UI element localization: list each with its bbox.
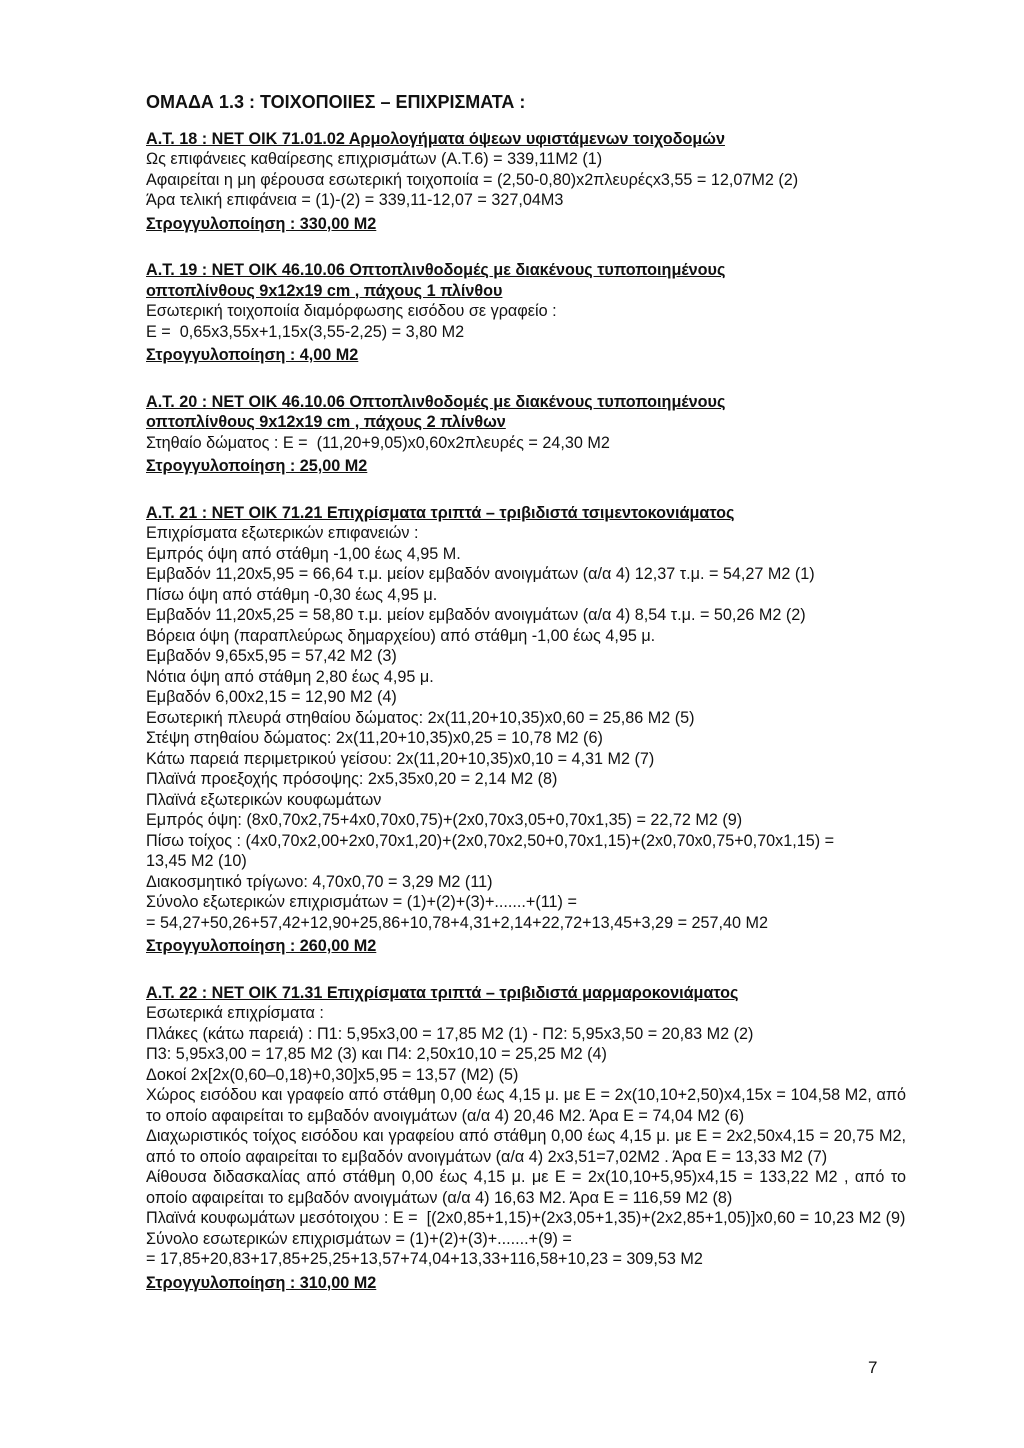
section-4: [146, 983, 911, 1294]
text-line: Π3: 5,95x3,00 = 17,85 Μ2 (3) και Π4: 2,50x10,10 = 25,25 Μ2 (4): [146, 1045, 607, 1063]
text-line: Πλαϊνά προεξοχής πρόσοψης: 2x5,35x0,20 = 2,14 Μ2 (8): [146, 770, 558, 788]
text-line: Εμβαδόν 11,20x5,25 = 58,80 τ.μ. μείον εμβαδόν ανοιγμάτων (α/α 4) 8,54 τ.μ. = 50,26 Μ2 (2): [146, 606, 806, 624]
text-line: Εμπρός όψη από στάθμη -1,00 έως 4,95 Μ.: [146, 544, 461, 563]
text-line: Διαχωριστικός τοίχος εισόδου και γραφείου από στάθμη 0,00 έως 4,15 μ. με Ε = 2x2,50x4,15 = 20,75 Μ2, από το οποίο αφαιρείται το εμβαδόν ανοιγμάτων (α/α 4) 2x3,51=7,02Μ2 . Άρα Ε = 13,33 Μ2 (7): [146, 1127, 911, 1166]
section-2: [146, 392, 906, 477]
text-line: Πίσω τοίχος : (4x0,70x2,00+2x0,70x1,20)+(2x0,70x2,50+0,70x1,15)+(2x0,70x0,75+0,70x1,15) =: [146, 831, 835, 850]
section-title: [146, 503, 906, 524]
text-line: Ως επιφάνειες καθαίρεσης επιχρισμάτων (Α.Τ.6) = 339,11Μ2 (1): [146, 150, 603, 168]
text-line: = 54,27+50,26+57,42+12,90+25,86+10,78+4,31+2,14+22,72+13,45+3,29 = 257,40 Μ2: [146, 913, 769, 932]
text-line: Εμβαδόν 11,20x5,95 = 66,64 τ.μ. μείον εμβαδόν ανοιγμάτων (α/α 4) 12,37 τ.μ. = 54,27 Μ2 (1): [146, 565, 815, 583]
sections-container: [146, 129, 911, 1294]
text-line: Εσωτερικά επιχρίσματα :: [146, 1004, 324, 1022]
text-line: Εμβαδόν 6,00x2,15 = 12,90 Μ2 (4): [146, 688, 397, 706]
section-title-text: Α.Τ. 18 : ΝΕΤ ΟΙΚ 71.01.02 Αρμολογήματα όψεων υφιστάμενων τοιχοδομών: [146, 129, 725, 148]
section-title: [146, 983, 906, 1004]
section-title: [146, 260, 906, 281]
rounding-result: Στρογγυλοποίηση : 310,00 Μ2: [146, 1273, 377, 1292]
rounding-result: Στρογγυλοποίηση : 4,00 Μ2: [146, 346, 359, 364]
text-line: Κάτω παρειά περιμετρικού γείσου: 2x(11,20+10,35)x0,10 = 4,31 Μ2 (7): [146, 749, 655, 768]
rounding-result: Στρογγυλοποίηση : 260,00 Μ2: [146, 937, 377, 955]
section-1: [146, 260, 906, 366]
text-line: Στηθαίο δώματος : Ε = (11,20+9,05)x0,60x2πλευρές = 24,30 Μ2: [146, 433, 610, 452]
document-page: [146, 92, 911, 1293]
text-line: Εσωτερική πλευρά στηθαίου δώματος: 2x(11,20+10,35)x0,60 = 25,86 Μ2 (5): [146, 708, 695, 727]
section-title: [146, 392, 906, 413]
rounding-result: Στρογγυλοποίηση : 25,00 Μ2: [146, 457, 368, 475]
text-line: Αφαιρείται η μη φέρουσα εσωτερική τοιχοποιία = (2,50-0,80)x2πλευρέςx3,55 = 12,07Μ2 (2): [146, 170, 799, 189]
text-line: Άρα τελική επιφάνεια = (1)-(2) = 339,11-12,07 = 327,04Μ3: [146, 191, 564, 209]
group-heading: ΟΜΑΔΑ 1.3 : ΤΟΙΧΟΠΟΙΙΕΣ – ΕΠΙΧΡΙΣΜΑΤΑ :: [146, 92, 526, 112]
text-line: Πίσω όψη από στάθμη -0,30 έως 4,95 μ.: [146, 585, 438, 604]
text-line: Δοκοί 2x[2x(0,60–0,18)+0,30]x5,95 = 13,57 (Μ2) (5): [146, 1065, 519, 1084]
text-line: Εμπρός όψη: (8x0,70x2,75+4x0,70x0,75)+(2x0,70x3,05+0,70x1,35) = 22,72 Μ2 (9): [146, 811, 743, 829]
text-line: Εσωτερική τοιχοποιία διαμόρφωσης εισόδου σε γραφείο :: [146, 302, 557, 320]
text-line: Πλαϊνά κουφωμάτων μεσότοιχου : Ε = [(2x0,85+1,15)+(2x3,05+1,35)+(2x2,85+1,05)]x0,60 = 10,23 Μ2 (9): [146, 1209, 906, 1227]
page-number: 7: [868, 1358, 878, 1377]
text-line: Αίθουσα διδασκαλίας από στάθμη 0,00 έως 4,15 μ. με Ε = 2x(10,10+5,95)x4,15 = 133,22 Μ2 , από το οποίο αφαιρείται το εμβαδόν ανοιγμάτων (α/α 4) 16,63 Μ2. Άρα Ε = 116,59 Μ2 (8): [146, 1168, 911, 1207]
text-line: Πλάκες (κάτω παρειά) : Π1: 5,95x3,00 = 17,85 Μ2 (1) - Π2: 5,95x3,50 = 20,83 Μ2 (2): [146, 1024, 754, 1043]
text-line: Στέψη στηθαίου δώματος: 2x(11,20+10,35)x0,25 = 10,78 Μ2 (6): [146, 729, 603, 747]
section-title-text: Α.Τ. 20 : ΝΕΤ ΟΙΚ 46.10.06 Οπτοπλινθοδομές με διακένους τυποποιημένους: [146, 392, 726, 411]
section-title-text: Α.Τ. 22 : ΝΕΤ ΟΙΚ 71.31 Επιχρίσματα τριπτά – τριβιδιστά μαρμαροκονιάματος: [146, 983, 739, 1002]
section-subtitle: οπτοπλίνθους 9x12x19 cm , πάχους 1 πλίνθου: [146, 281, 503, 300]
section-title-text: Α.Τ. 19 : ΝΕΤ ΟΙΚ 46.10.06 Οπτοπλινθοδομές με διακένους τυποποιημένους: [146, 261, 726, 279]
text-line: = 17,85+20,83+17,85+25,25+13,57+74,04+13,33+116,58+10,23 = 309,53 Μ2: [146, 1250, 703, 1268]
text-line: Διακοσμητικό τρίγωνο: 4,70x0,70 = 3,29 Μ2 (11): [146, 872, 493, 891]
text-line: Πλαϊνά εξωτερικών κουφωμάτων: [146, 790, 382, 809]
section-title: [146, 129, 906, 150]
text-line: Βόρεια όψη (παραπλεύρως δημαρχείου) από στάθμη -1,00 έως 4,95 μ.: [146, 626, 656, 645]
rounding-result: Στρογγυλοποίηση : 330,00 Μ2: [146, 214, 377, 233]
text-line: Σύνολο εξωτερικών επιχρισμάτων = (1)+(2)+(3)+.......+(11) =: [146, 893, 577, 911]
text-line: Επιχρίσματα εξωτερικών επιφανειών :: [146, 524, 419, 542]
text-line: Σύνολο εσωτερικών επιχρισμάτων = (1)+(2)+(3)+.......+(9) =: [146, 1229, 572, 1248]
section-subtitle: οπτοπλίνθους 9x12x19 cm , πάχους 2 πλίνθων: [146, 413, 506, 431]
text-line: 13,45 Μ2 (10): [146, 852, 247, 870]
section-title-text: Α.Τ. 21 : ΝΕΤ ΟΙΚ 71.21 Επιχρίσματα τριπτά – τριβιδιστά τσιμεντοκονιάματος: [146, 503, 735, 522]
text-line: Ε = 0,65x3,55x+1,15x(3,55-2,25) = 3,80 Μ2: [146, 322, 465, 341]
section-3: [146, 503, 906, 957]
text-line: Εμβαδόν 9,65x5,95 = 57,42 Μ2 (3): [146, 647, 397, 665]
text-line: Νότια όψη από στάθμη 2,80 έως 4,95 μ.: [146, 667, 434, 686]
section-0: [146, 129, 906, 235]
text-line: Χώρος εισόδου και γραφείο από στάθμη 0,00 έως 4,15 μ. με Ε = 2x(10,10+2,50)x4,15x = 104,58 Μ2, από το οποίο αφαιρείται το εμβαδόν ανοιγμάτων (α/α 4) 20,46 Μ2. Άρα Ε = 74,04 Μ2 (6): [146, 1086, 911, 1125]
